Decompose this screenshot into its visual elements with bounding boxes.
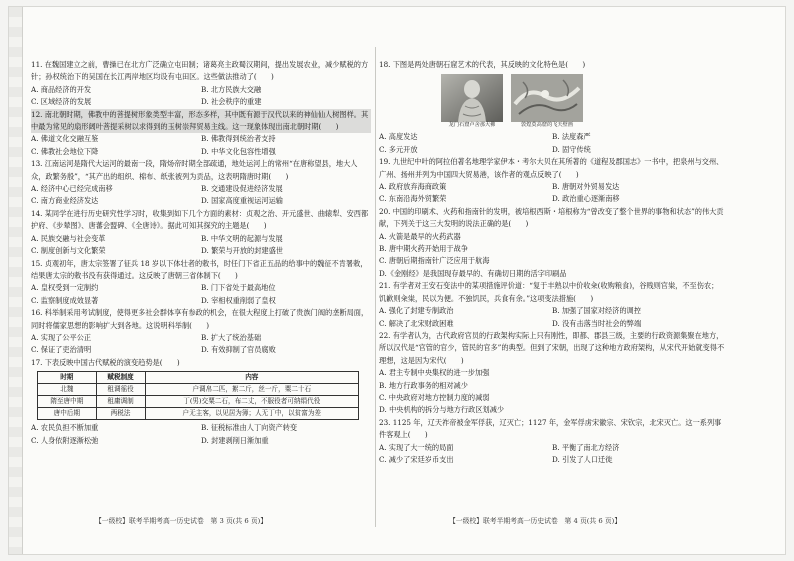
- flying-apsaras-image: [511, 74, 583, 122]
- option-a: A. 农民负担不断加重: [31, 423, 99, 433]
- question-22: [379, 330, 725, 417]
- question-21: [379, 280, 725, 330]
- option-a: A. 火箭是最早的火药武器: [379, 231, 461, 241]
- option-d: D. 引发了人口迁徙: [552, 454, 613, 464]
- question-stem: 21. 有学者对王安石变法中的某项措施评价道：“复于丰熟以中价收籴(收购粮食)，谷贱则官粜，不至伤农；饥歉则籴粜，民以为便。不独饥民，兵食有余。”这项变法措施( ): [379, 281, 719, 303]
- question-stem: 15. 贞观初年，唐太宗签署了征兵 18 岁以下体壮者的敕书，时任门下省正五品的给事中的魏征不肯署敕，结果唐太宗的敕书没有获得通过。这反映了唐朝三省体制下( ): [31, 258, 368, 280]
- binding-margin: [9, 7, 23, 554]
- table-cell: 租庸调制: [96, 396, 145, 408]
- table-header: 内容: [145, 372, 358, 384]
- page-footer-right: 【一级校】联考半期考高一历史试卷 第 4 页(共 6 页)】: [449, 517, 622, 525]
- question-stem: 14. 某同学在进行历史研究性学习时，收集到如下几个方面的素材：贞观之治、开元盛世、曲辕犁、安西都护府、《步辇图》、唐蕃会盟碑、《全唐诗》。据此可知其探究的主题是( ): [31, 208, 369, 231]
- question-17: [31, 357, 371, 447]
- option-d: D. 中央机构的拆分与地方行政区划减少: [379, 405, 505, 415]
- table-cell: 北魏: [38, 384, 97, 396]
- table-cell: 户无主客，以见居为簿；人无丁中，以贫富为差: [145, 408, 358, 420]
- option-d: D. 没有击落当时社会的弊端: [552, 318, 642, 328]
- table-cell: 隋至唐中期: [38, 396, 97, 408]
- option-d: D. 宰相权重削弱了皇权: [201, 295, 276, 305]
- option-c: C. 东南沿海外贸繁荣: [379, 194, 447, 204]
- option-d: D.《金刚经》是我国现存最早的、有确切日期的活字印刷品: [379, 268, 567, 278]
- right-page: [379, 59, 725, 466]
- option-c: C. 解决了北宋财政困难: [379, 318, 454, 328]
- option-b: B. 地方行政事务的相对减少: [379, 380, 468, 390]
- option-d: D. 政治重心逐渐南移: [552, 194, 620, 204]
- option-c: C. 唐朝后期指南针广泛应用于航海: [379, 256, 490, 266]
- option-d: D. 社会秩序的重建: [201, 97, 262, 107]
- option-b: B. 征税标准由人丁向资产转变: [201, 423, 298, 433]
- option-b: B. 佛教得到统治者支持: [201, 134, 276, 144]
- flying-apsaras-figure: [511, 74, 583, 129]
- option-a: A. 皇权受到一定制约: [31, 283, 99, 293]
- option-c: C. 减少了宋廷岁币支出: [379, 454, 454, 464]
- question-23: [379, 417, 725, 467]
- option-a: A. 政府放弃海商政策: [379, 182, 447, 192]
- question-stem: 18. 下图是两处唐朝石窟艺术的代表，其反映的文化特色是( ): [379, 60, 586, 69]
- option-b: B. 扩大了统治基础: [201, 332, 262, 342]
- table-row: [38, 384, 359, 396]
- option-d: D. 有效抑制了官员腐败: [201, 345, 276, 355]
- option-b: B. 交通建设促进经济发展: [201, 184, 283, 194]
- figure-caption: 龙门石窟卢舍那大佛: [448, 122, 496, 129]
- option-b: B. 唐中期火药开始用于战争: [379, 244, 468, 254]
- question-stem: 12. 南北朝时期，佛教中的菩提树形象类型丰富，形态多样，其中既有源于汉代以来的神仙仙人树图样。其中最为常见的扇形阔叶菩提采树以求得到的玉树崇拜贸易主线。这一现象体现出南北朝时期( ): [31, 109, 371, 134]
- buddha-statue-image: [441, 74, 503, 122]
- question-stem: 16. 科举制采用考试制度，使得更多社会群体享有参政的机会，在很大程度上打破了贵族门阀的垄断局面，同时将儒家思想的影响扩大到各地。这说明科举制( ): [31, 308, 369, 330]
- table-cell: 户调帛二匹，絮二斤，丝一斤，粟二十石: [145, 384, 358, 396]
- option-a: A. 高度发达: [379, 132, 418, 142]
- option-b: B. 唐朝对外贸易发达: [552, 182, 620, 192]
- option-c: C. 多元开放: [379, 144, 418, 154]
- option-a: A. 商品经济的开发: [31, 84, 92, 94]
- option-c: C. 中央政府对地方控制力度的减弱: [379, 392, 490, 402]
- option-b: B. 平衡了南北方经济: [552, 442, 620, 452]
- option-c: C. 人身依附逐渐松弛: [31, 435, 99, 445]
- table-header: 赋税制度: [96, 372, 145, 384]
- buddha-statue-figure: [441, 74, 503, 129]
- tax-evolution-table: [37, 371, 359, 420]
- option-d: D. 繁荣与开放的封建盛世: [201, 246, 283, 256]
- option-a: A. 佛道文化交融互鉴: [31, 134, 99, 144]
- question-stem: 17. 下表反映中国古代赋税的演变趋势是( ): [31, 357, 180, 367]
- question-15: [31, 258, 371, 308]
- option-a: A. 君主专制中央集权的进一步加强: [379, 368, 490, 378]
- question-20: [379, 206, 725, 280]
- option-b: B. 北方民族大交融: [201, 84, 262, 94]
- option-a: A. 实现了公平公正: [31, 332, 92, 342]
- option-b: B. 加强了国家对经济的调控: [552, 306, 641, 316]
- exam-sheet: [8, 6, 786, 555]
- option-d: D. 封建剥削日渐加重: [201, 435, 269, 445]
- option-c: C. 制度创新与文化繁荣: [31, 246, 106, 256]
- question-13: [31, 158, 371, 208]
- table-header-row: [38, 372, 359, 384]
- table-row: [38, 396, 359, 408]
- option-b: B. 中华文明的起源与发展: [201, 233, 283, 243]
- page-footer-left: 【一级校】联考半期考高一历史试卷 第 3 页(共 6 页)】: [95, 517, 268, 525]
- question-stem: 23. 1125 年，辽天祚帝被金军俘获，辽灭亡；1127 年，金军俘虏宋徽宗、宋钦宗，北宋灭亡。这一系列事件客观上( ): [379, 417, 722, 440]
- option-a: A. 实现了大一统的局面: [379, 442, 454, 452]
- question-stem: 19. 九世纪中叶的阿拉伯著名地理学家伊本・考尔大贝在其所著的《道程及郡国志》一书中，把泉州与交州、广州、扬州并列为中国四大贸易港，该作者的观点反映了( ): [379, 157, 724, 179]
- question-18: [379, 59, 725, 156]
- option-c: C. 监察制度成效显著: [31, 295, 99, 305]
- option-c: C. 南方商业经济发达: [31, 196, 99, 206]
- question-12: [31, 109, 371, 159]
- table-row: [38, 408, 359, 420]
- option-c: C. 区域经济的发展: [31, 97, 92, 107]
- question-11: [31, 59, 371, 109]
- option-d: D. 固守传统: [552, 144, 591, 154]
- question-19: [379, 156, 725, 206]
- page-divider: [375, 47, 376, 527]
- option-c: C. 保证了吏治清明: [31, 345, 92, 355]
- table-cell: 两税法: [96, 408, 145, 420]
- question-stem: 22. 有学者认为，古代政府官员的行政架构实际上只有刚性，即都、郡县三级，主要的行政资源集聚在地方，所以汉代是“官管的官少，管民的官多”的典型。但到了宋朝，出现了这种地方政府架构，从宋代开始就变得不理想，这是因为宋代( ): [379, 330, 725, 365]
- option-d: D. 中华文化包容性增强: [201, 146, 276, 156]
- table-cell: 丁(男)交粟二石，布二丈，不服役者可纳绢代役: [145, 396, 358, 408]
- question-stem: 11. 在魏国建立之前，曹操已在北方广泛确立屯田制；诸葛亮主政蜀汉期间，提出发展农业，减少赋税的方针；孙权统治下的吴国在长江两岸地区均设有屯田区。这些做法推动了( ): [31, 60, 369, 82]
- figure-caption: 敦煌莫高窟的飞天壁画: [521, 122, 573, 129]
- option-b: B. 法度森严: [552, 132, 591, 142]
- option-b: B. 门下省处于最高地位: [201, 283, 276, 293]
- table-cell: 租调徭役: [96, 384, 145, 396]
- question-16: [31, 307, 371, 357]
- option-a: A. 强化了封建专制政治: [379, 306, 454, 316]
- option-c: C. 佛教社会地位下降: [31, 146, 99, 156]
- option-a: A. 经济中心已经完成南移: [31, 184, 113, 194]
- question-stem: 13. 江南运河是隋代大运河的最南一段，隋炀帝时期全部疏通，地处运河上的常州“在唐称望县，地大人众，政繁务殷”，“其产出的组织、棉布、纸张被列为贡品，这表明隋唐时期( ): [31, 159, 358, 181]
- table-cell: 唐中后期: [38, 408, 97, 420]
- table-header: 时期: [38, 372, 97, 384]
- option-d: D. 国家高度重视运河运输: [201, 196, 283, 206]
- option-a: A. 民族交融与社会变革: [31, 233, 106, 243]
- left-page: [31, 59, 371, 447]
- question-14: [31, 208, 371, 258]
- question-stem: 20. 中国的印刷术、火药和指南针的发明，被培根西斯・培根称为“曾改变了整个世界的事物和状态”的伟大贡献，下列关于这三大发明的说法正确的是( ): [379, 206, 724, 229]
